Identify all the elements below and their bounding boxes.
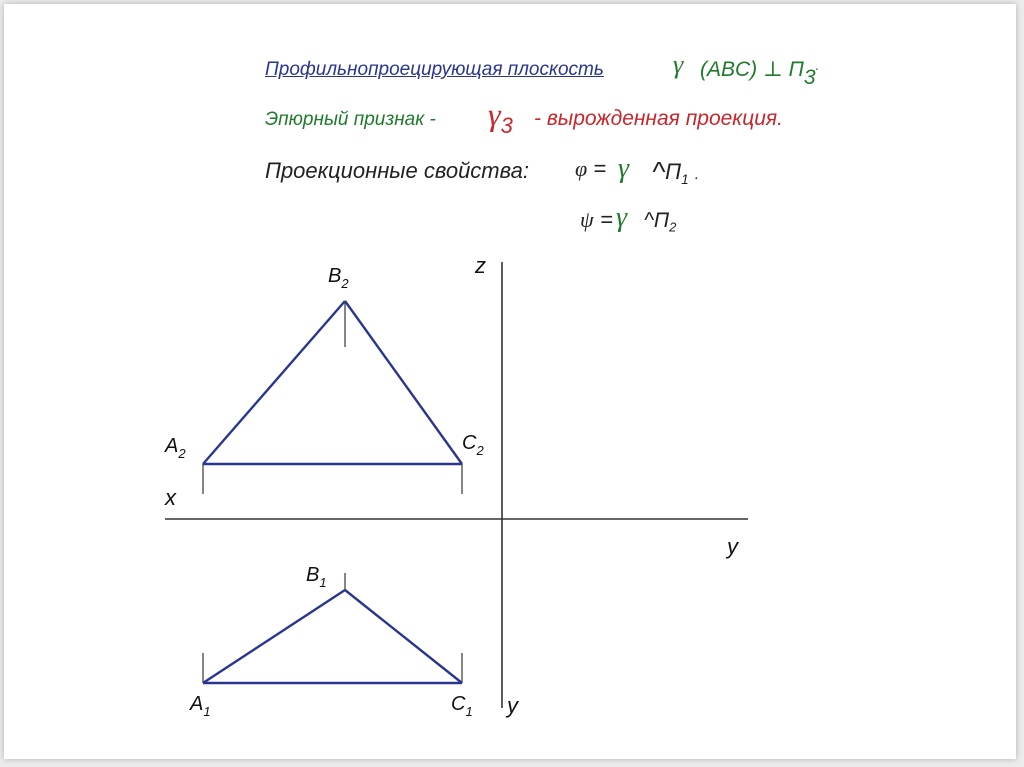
c2-letter: C	[462, 432, 477, 454]
b1-subscript: 1	[319, 575, 327, 590]
point-label-c1	[451, 694, 473, 718]
b2-letter: B	[328, 265, 342, 287]
y-axis-label-right	[727, 536, 738, 558]
point-label-a1	[190, 694, 211, 718]
plane-type-text: Профильнопроецирующая плоскость	[265, 59, 604, 80]
pi-dot: .	[815, 57, 820, 73]
psi-caret: ^	[644, 209, 654, 232]
a1-subscript: 1	[203, 704, 211, 719]
c1-letter: C	[451, 693, 466, 715]
phi-dot: .	[694, 166, 700, 183]
properties-text: Проекционные свойства:	[265, 158, 529, 183]
c1-subscript: 1	[465, 704, 473, 719]
point-label-c2	[462, 433, 484, 457]
point-label-a2	[165, 436, 186, 460]
x-axis-letter: x	[165, 485, 176, 510]
z-axis-letter: z	[475, 253, 486, 278]
y-bottom-letter: y	[507, 693, 518, 718]
pi-subscript: 3	[803, 66, 816, 89]
b1-letter: B	[306, 564, 320, 586]
perp-symbol: ⊥	[763, 57, 783, 81]
c2-subscript: 2	[476, 443, 484, 458]
a1-letter: A	[190, 693, 204, 715]
phi-equals: =	[593, 156, 607, 181]
phi-gamma-symbol: γ	[618, 153, 630, 184]
pi-letter: П	[788, 58, 804, 81]
a2-subscript: 2	[178, 446, 186, 461]
b2-subscript: 2	[341, 276, 349, 291]
y-axis-label-bottom	[507, 695, 518, 717]
gamma3-subscript: 3	[500, 113, 513, 138]
psi-pi: П	[653, 209, 670, 232]
phi-pi: П	[665, 159, 682, 184]
phi-pi-subscript: 1	[681, 171, 689, 187]
front-edge-b2c2	[345, 301, 462, 464]
abc-text: (ABC)	[700, 58, 758, 81]
phi-caret: ^	[652, 156, 666, 187]
point-label-b1	[306, 565, 327, 589]
top-edge-a1b1	[203, 590, 345, 683]
gamma3-symbol: γ	[488, 96, 501, 132]
z-axis-label	[475, 255, 486, 277]
psi-symbol: ψ	[580, 207, 594, 232]
gamma-symbol: γ	[673, 50, 684, 79]
point-label-b2	[328, 266, 349, 290]
psi-gamma-symbol: γ	[616, 202, 628, 233]
top-edge-b1c1	[345, 590, 462, 683]
psi-pi-subscript: 2	[669, 219, 677, 235]
a2-letter: A	[165, 435, 179, 457]
degenerate-text: - вырожденная проекция.	[534, 107, 783, 130]
front-edge-a2b2	[203, 301, 345, 464]
y-right-letter: y	[727, 534, 738, 559]
phi-symbol: φ	[575, 156, 588, 181]
x-axis-label	[165, 487, 176, 509]
criterion-text: Эпюрный признак -	[265, 109, 436, 130]
psi-equals: =	[600, 207, 613, 232]
